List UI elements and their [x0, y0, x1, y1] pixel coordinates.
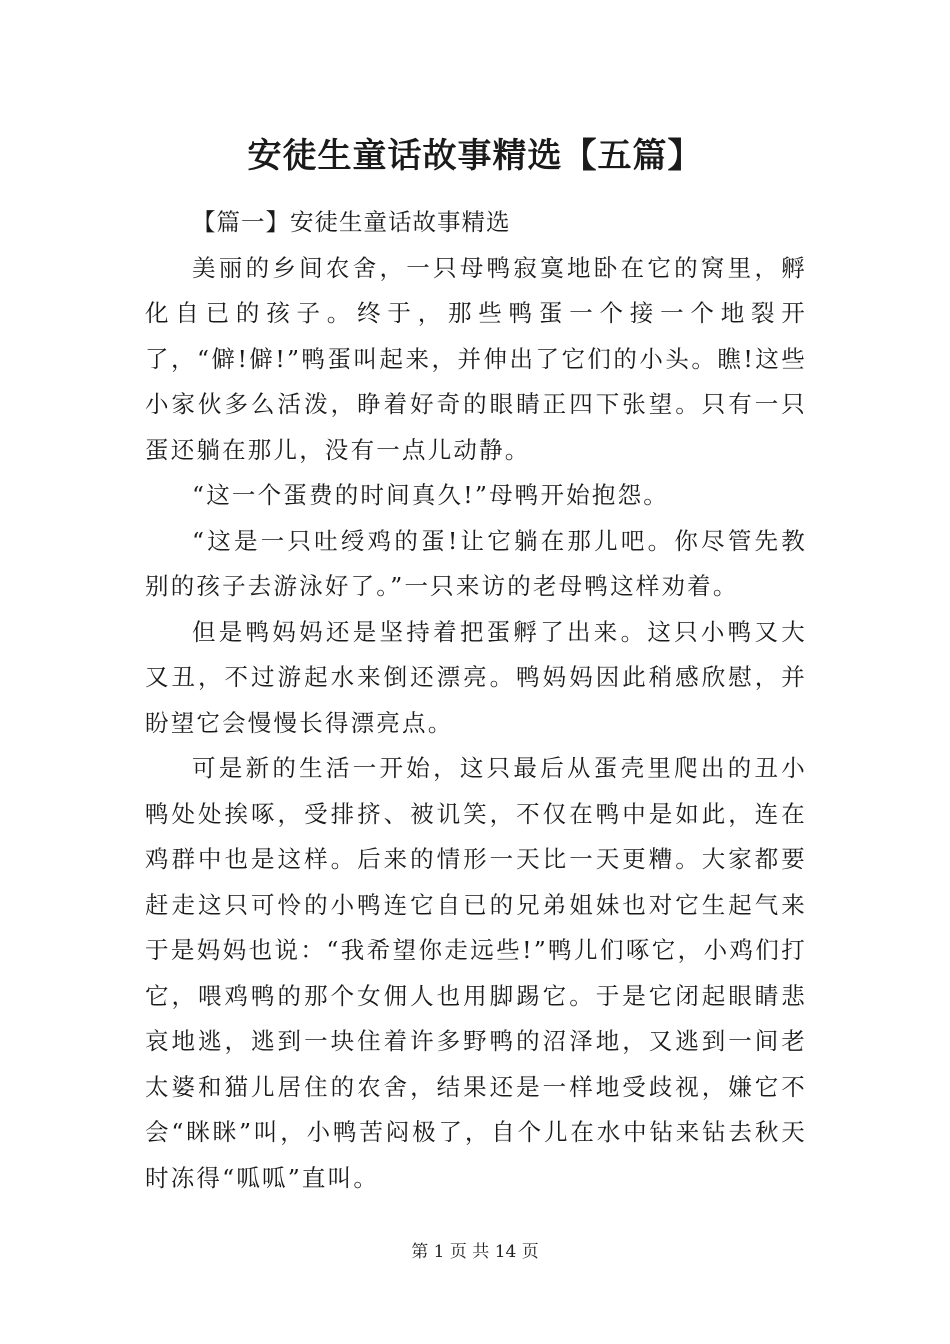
section-heading: 【篇一】安徒生童话故事精选 [192, 208, 511, 236]
paragraph: 但是鸭妈妈还是坚持着把蛋孵了出来。这只小鸭又大又丑，不过游起水来倒还漂亮。鸭妈妈因此稍感欣慰，并盼望它会慢慢长得漂亮点。 [145, 617, 807, 737]
paragraph: 美丽的乡间农舍，一只母鸭寂寞地卧在它的窝里，孵化自已的孩子。终于，那些鸭蛋一个接一个地裂开了，“僻!僻!”鸭蛋叫起来，并伸出了它们的小头。瞧!这些小家伙多么活泼，睁着好奇的眼睛正四下张望。只有一只蛋还躺在那儿，没有一点儿动静。 [145, 253, 807, 464]
paragraph: “这一个蛋费的时间真久!”母鸭开始抱怨。 [192, 481, 669, 509]
document-body [145, 200, 807, 1201]
paragraph: “这是一只吐绶鸡的蛋!让它躺在那儿吧。你尽管先教别的孩子去游泳好了。”一只来访的老母鸭这样劝着。 [145, 526, 807, 600]
document-title: 安徒生童话故事精选【五篇】 [247, 136, 703, 176]
paragraph: 可是新的生活一开始，这只最后从蛋壳里爬出的丑小鸭处处挨啄，受排挤、被讥笑，不仅在鸭中是如此，连在鸡群中也是这样。后来的情形一天比一天更糟。大家都要赶走这只可怜的小鸭连它自已的兄弟姐妹也对它生起气来于是妈妈也说：“我希望你走远些!”鸭儿们啄它，小鸡们打它，喂鸡鸭的那个女佣人也用脚踢它。于是它闭起眼睛悲哀地逃，逃到一块住着许多野鸭的沼泽地，又逃到一间老太婆和猫儿居住的农舍，结果还是一样地受歧视，嫌它不会“眯眯”叫，小鸭苦闷极了，自个儿在水中钻来钻去秋天时冻得“呱呱”直叫。 [145, 754, 807, 1192]
page-number-footer: 第 1 页 共 14 页 [411, 1242, 539, 1262]
